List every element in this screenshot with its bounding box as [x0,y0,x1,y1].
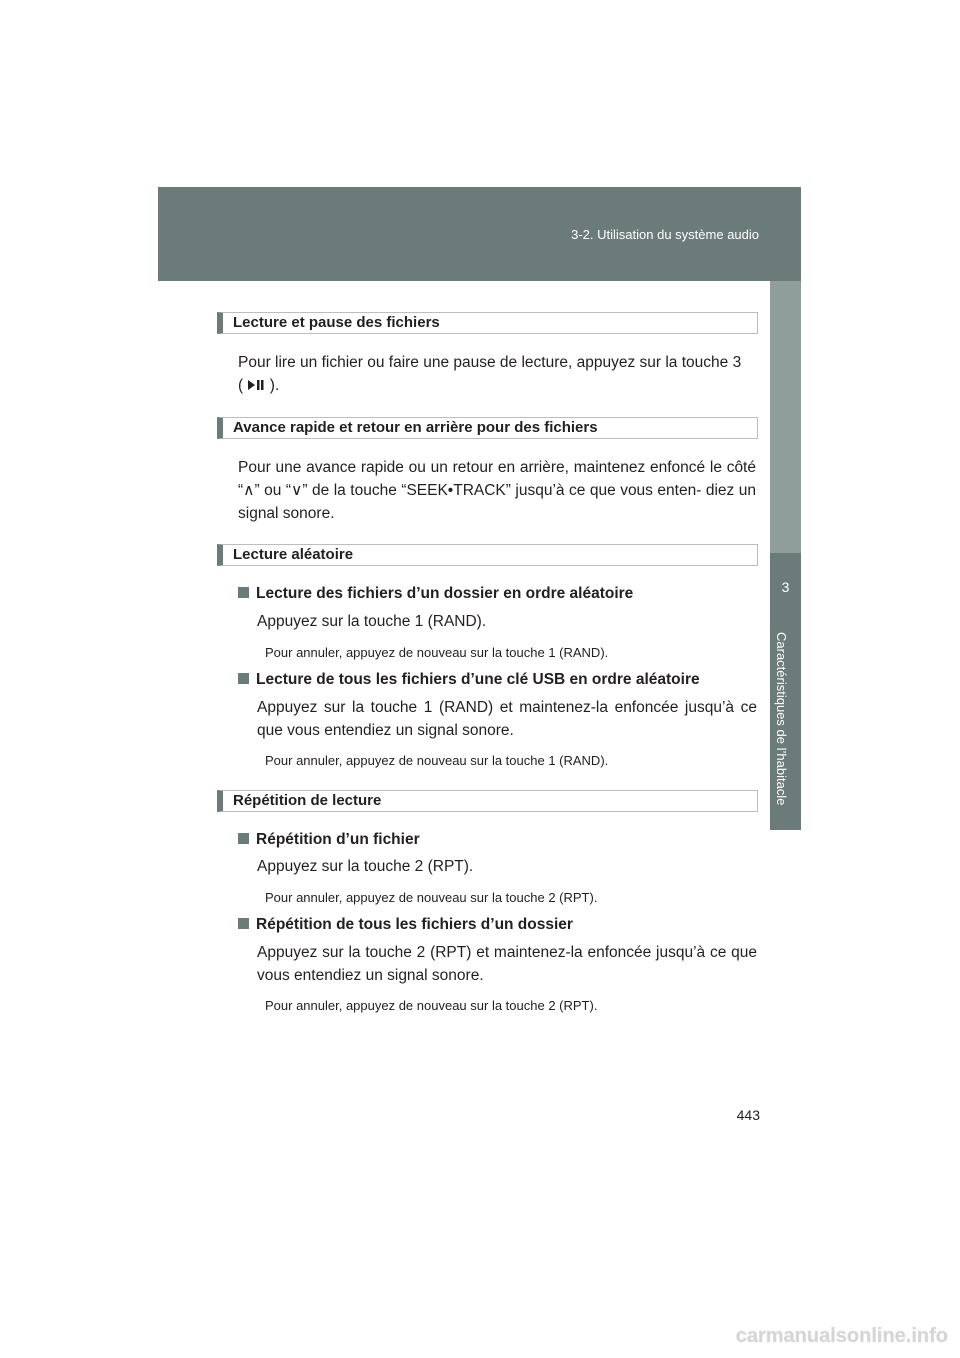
square-bullet-icon [238,587,249,598]
paragraph-text: Pour lire un fichier ou faire une pause de lecture, appuyez sur la touche 3 [238,354,742,371]
heading-lecture-pause [217,312,758,334]
subheading-text: Répétition de tous les fichiers d’un dossier [256,916,573,933]
note-repetition-dossier: Pour annuler, appuyez de nouveau sur la touche 2 (RPT). [265,998,598,1013]
header-band [158,187,801,281]
paragraph-aleatoire-dossier: Appuyez sur la touche 1 (RAND). [257,613,487,630]
subheading-aleatoire-usb [238,671,700,689]
subheading-repetition-fichier [238,831,420,849]
side-tab-top [770,281,801,553]
square-bullet-icon [238,833,249,844]
heading-text: Lecture aléatoire [233,546,354,563]
play-pause-icon [247,378,265,392]
square-bullet-icon [238,918,249,929]
paragraph-repetition-fichier: Appuyez sur la touche 2 (RPT). [257,858,474,875]
subheading-text: Lecture des fichiers d’un dossier en ordre aléatoire [256,585,634,602]
heading-text: Répétition de lecture [233,792,382,809]
svg-text:carmanualsonline.info: carmanualsonline.info [735,1325,948,1347]
heading-repetition [217,790,758,812]
subheading-text: Lecture de tous les fichiers d’une clé USB en ordre aléatoire [256,671,700,688]
note-aleatoire-usb: Pour annuler, appuyez de nouveau sur la touche 1 (RAND). [265,753,609,768]
paragraph-aleatoire-usb: Appuyez sur la touche 1 (RAND) et maintenez-la enfoncée jusqu’à ce que vous entendiez un signal sonore. [257,699,757,739]
paragraph-repetition-dossier: Appuyez sur la touche 2 (RPT) et maintenez-la enfoncée jusqu’à ce que vous entendiez un signal sonore. [257,944,757,984]
chapter-title: Caractéristiques de l’habitacle [774,632,789,806]
paragraph-lecture-pause [238,351,756,397]
open-paren: ( [238,377,244,394]
chapter-number: 3 [781,579,790,595]
close-paren: ). [269,377,280,394]
heading-avance-rapide [217,417,758,439]
heading-text: Lecture et pause des fichiers [233,314,440,331]
section-label: 3-2. Utilisation du système audio [571,227,759,242]
heading-text: Avance rapide et retour en arrière pour des fichiers [233,419,598,436]
subheading-repetition-dossier [238,916,573,934]
subheading-text: Répétition d’un fichier [256,831,420,848]
paragraph-avance-rapide: Pour une avance rapide ou un retour en arrière, maintenez enfoncé le côté “∧” ou “∨” de la touche “SEEK•TRACK” jusqu’à ce que vous enten- diez un signal sonore. [238,459,756,522]
note-repetition-fichier: Pour annuler, appuyez de nouveau sur la touche 2 (RPT). [265,890,598,905]
page-number: 443 [736,1107,760,1123]
watermark-logo [630,1322,950,1348]
note-aleatoire-dossier: Pour annuler, appuyez de nouveau sur la touche 1 (RAND). [265,645,609,660]
subheading-aleatoire-dossier [238,585,633,603]
square-bullet-icon [238,673,249,684]
heading-lecture-aleatoire [217,544,758,566]
